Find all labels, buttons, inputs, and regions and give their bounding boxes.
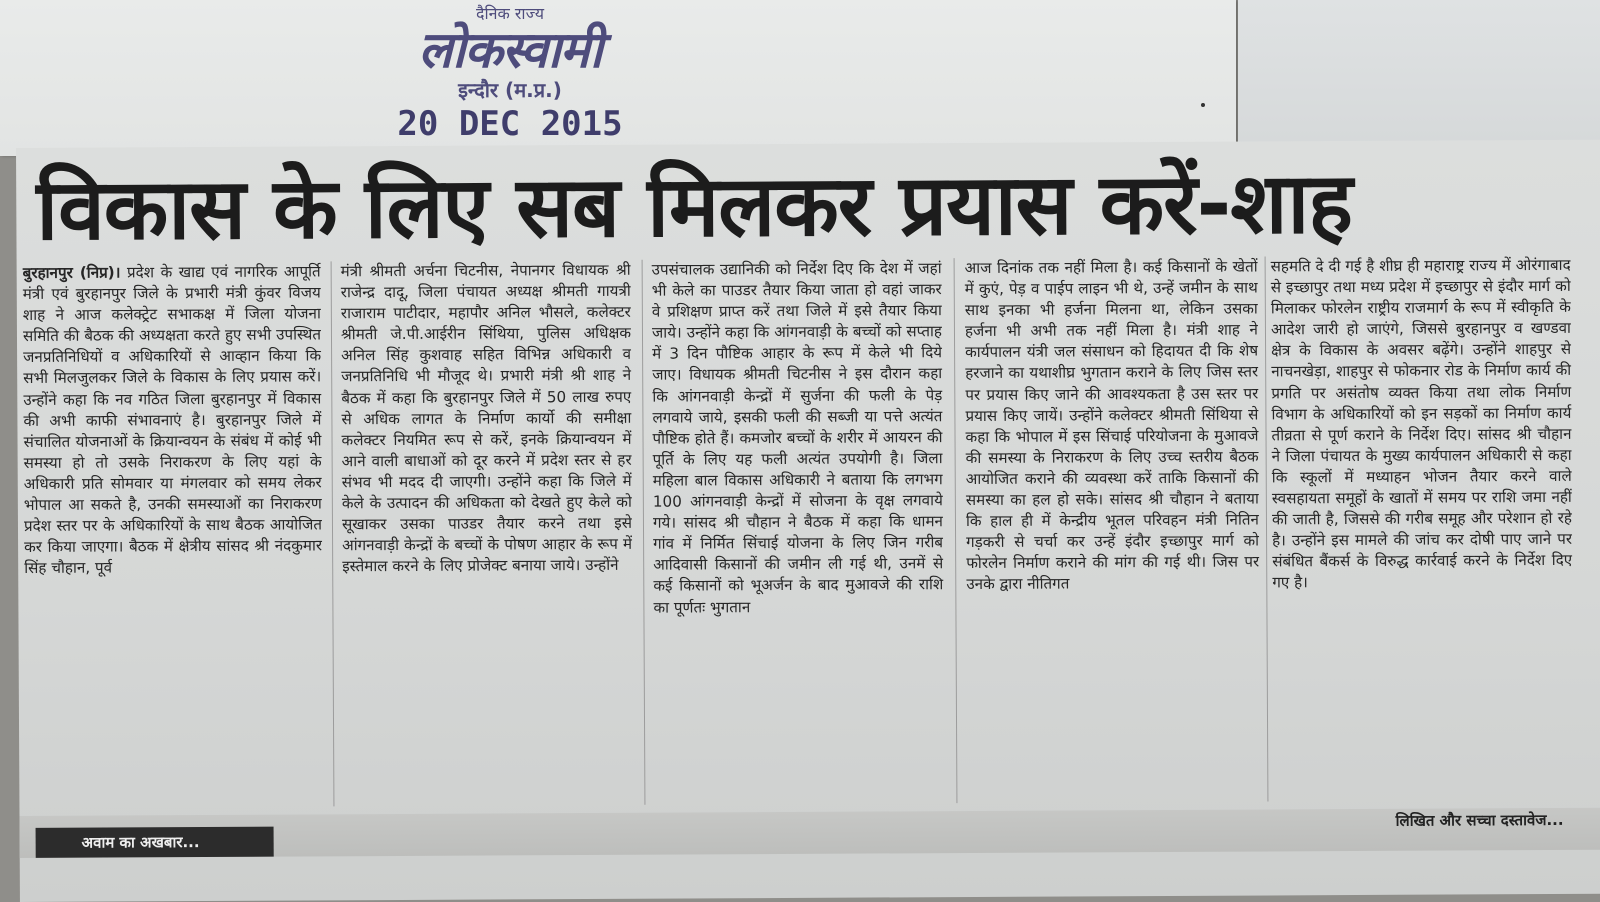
article-column-1 (23, 261, 324, 811)
stamp-paper-name: लोकस्वामी (418, 21, 602, 79)
column-divider (331, 261, 335, 806)
newspaper-footer-band (19, 808, 1600, 858)
column-divider (642, 260, 646, 805)
stamp-city: इन्दौर (म.प्र.) (458, 78, 562, 102)
article-column-3 (652, 258, 945, 808)
paper-speck (1201, 103, 1205, 107)
stamp-date: 20 DEC 2015 (397, 104, 623, 144)
column-divider (954, 258, 958, 803)
article-headline: विकास के लिए सब मिलकर प्रयास करें-शाह (36, 154, 1353, 259)
article-dateline: बुरहानपुर (निप्र)। (22, 263, 121, 282)
footer-tagline-left: अवाम का अखबार... (36, 827, 274, 858)
column-text: उपसंचालक उद्यानिकी को निर्देश दिए कि देश में जहां भी केले का पाउडर तैयार किया जाता हो वहां जाकर वे प्रशिक्षण प्राप्त करें तथा जिले में इसे तैयार किया जाये। उन्होंने कहा कि आंगनवाड़ी के बच्चों को सप्ताह में 3 दिन पौष्टिक आहार के रूप में केले भी दिये जाए। विधायक श्रीमती चिटनीस ने इस दौरान कहा कि आंगनवाड़ी केन्द्रों में सुर्जना की फली के पेड़ लगवाये जाये, इसकी फली की सब्जी या पत्ते अत्यंत पौष्टिक होते हैं। कमजोर बच्चों के शरीर में आयरन की पूर्ति के लिए यह फली अत्यंत उपयोगी है। जिला महिला बाल विकास अधिकारी ने बताया कि लगभग 100 आंगनवाड़ी केन्द्रों में सोजना के वृक्ष लगवाये गये। सांसद श्री चौहान ने बैठक में कहा कि धामन गांव में निर्मित सिंचाई योजना के लिए जिन गरीब आदिवासी किसानों की जमीन ली गई थी, उनमें से कई किसानों को भूअर्जन के बाद मुआवजे की राशि का पूर्णतः भुगतान (651, 259, 944, 617)
column-text: सहमति दे दी गई है शीघ्र ही महाराष्ट्र राज्य में ओरंगाबाद से इच्छापुर तथा मध्य प्रदेश में इच्छापुर से इंदौर मार्ग को मिलाकर फोरलेन राष्ट्रीय राजमार्ग के रूप में स्वीकृति के आदेश जारी हो जाएंगे, जिससे बुरहानपुर व खण्डवा क्षेत्र के विकास के अवसर बढ़ेंगे। उन्होंने शाहपुर से नाचनखेड़ा, शाहपुर से फोकनार रोड के निर्माण कार्य की प्रगति पर असंतोष व्यक्त किया तथा लोक निर्माण विभाग के अधिकारियों को इन सड़कों का निर्माण कार्य तीव्रता से पूर्ण कराने के निर्देश दिए। सांसद श्री चौहान ने जिला पंचायत के मुख्य कार्यपालन अधिकारी से कहा कि स्कूलों में मध्याहन भोजन तैयार करने वाले स्वसहायता समूहों के खातों में समय पर राशि जमा नहीं की जाती है, जिससे की गरीब समूह और परेशान हो रहे है। उन्होंने इस मामले की जांच कर दोषी पाए जाने पर संबंधित बैंकर्स के विरुद्ध कार्रवाई करने के निर्देश दिए गए है। (1270, 255, 1573, 592)
article-column-5 (1271, 255, 1574, 805)
article-column-4 (965, 257, 1261, 807)
footer-tagline-right: लिखित और सच्चा दस्तावेज... (1395, 810, 1564, 830)
column-text: प्रदेश के खाद्य एवं नागरिक आपूर्ति मंत्री एवं बुरहानपुर जिले के प्रभारी मंत्री कुंवर विजय शाह ने आज कलेक्ट्रेट सभाकक्ष में जिला योजना समिति की बैठक की अध्यक्षता करते हुए सभी उपस्थित जनप्रतिनिधियों व अधिकारियों से आव्हान किया कि सभी मिलजुलकर जिले के विकास के लिए प्रयास करें। उन्होंने कहा कि नव गठित जिला बुरहानपुर में विकास की अभी काफी संभावनाएं है। बुरहानपुर जिले में संचालित योजनाओं के क्रियान्वयन के संबंध में कोई भी समस्या हो तो उसके निराकरण के लिए यहां के अधिकारी प्रति सोमवार या मंगलवार को समय लेकर भोपाल आ सकते है, उनकी समस्याओं का निराकरण प्रदेश स्तर पर के अधिकारियों के साथ बैठक आयोजित कर किया जाएगा। बैठक में क्षेत्रीय सांसद श्री नंदकुमार सिंह चौहान, पूर्व (22, 262, 323, 578)
column-divider (1265, 256, 1269, 801)
column-text: आज दिनांक तक नहीं मिला है। कई किसानों के खेतों में कुएं, पेड़ व पाईप लाइन भी थे, उन्हें जमीन के साथ साथ इनका भी हर्जना मिलना था, लेकिन उसका हर्जना भी अभी तक नहीं मिला है। मंत्री शाह ने कार्यपालन यंत्री जल संसाधन को हिदायत दी कि शेष हरजाने का यथाशीघ्र भुगतान कराने के लिए जिस स्तर पर प्रयास किए जाने की आवश्यकता है उस स्तर पर प्रयास किए जायें। उन्होंने कलेक्टर श्रीमती सिंथिया से कहा कि भोपाल में इस सिंचाई परियोजना के मुआवजे की समस्या के निराकरण के लिए उच्च स्तरीय बैठक आयोजित कराने की व्यवस्था करें ताकि किसानों की समस्या का हल हो सके। सांसद श्री चौहान ने बताया कि हाल ही में केन्द्रीय भूतल परिवहन मंत्री नितिन गड़करी से चर्चा कर उन्हें इंदौर इच्छापुर मार्ग को फोरलेन निर्माण कराने की मांग की गई थी। जिस पर उनके द्वारा नीतिगत (964, 257, 1260, 594)
stamp-subtitle: दैनिक राज्य (475, 4, 544, 23)
column-text: मंत्री श्रीमती अर्चना चिटनीस, नेपानगर विधायक श्री राजेन्द्र दादू, जिला पंचायत अध्यक्ष श्रीमती गायत्री राजाराम पाटीदार, महापौर अनिल भौसले, कलेक्टर श्रीमती जे.पी.आईरीन सिंथिया, पुलिस अधिक्षक अनिल सिंह कुशवाह सहित विभिन्न अधिकारी व जनप्रतिनिधि भी मौजूद थे। प्रभारी मंत्री श्री शाह ने बैठक में कहा कि बुरहानपुर जिले में 50 लाख रुपए से अधिक लागत के निर्माण कार्यो की समीक्षा कलेक्टर नियमित रूप से करें, इनके क्रियान्वयन में आने वाली बाधाओं को दूर करने में प्रदेश स्तर से हर संभव भी मदद दी जाएगी। उन्होंने कहा कि जिले में केले के उत्पादन की अधिकता को देखते हुए केले को सूखाकर उसका पाउडर तैयार करने तथा इसे आंगनवाड़ी केन्द्रों के बच्चों के पोषण आहार के रूप में इस्तेमाल करने के लिए प्रोजेक्ट बनाया जाये। उन्होंने (340, 260, 633, 576)
background-paper-sheet-right (1238, 0, 1600, 142)
newspaper-stamp (380, 0, 640, 150)
newspaper-clipping (16, 140, 1600, 902)
article-column-2 (341, 260, 634, 810)
